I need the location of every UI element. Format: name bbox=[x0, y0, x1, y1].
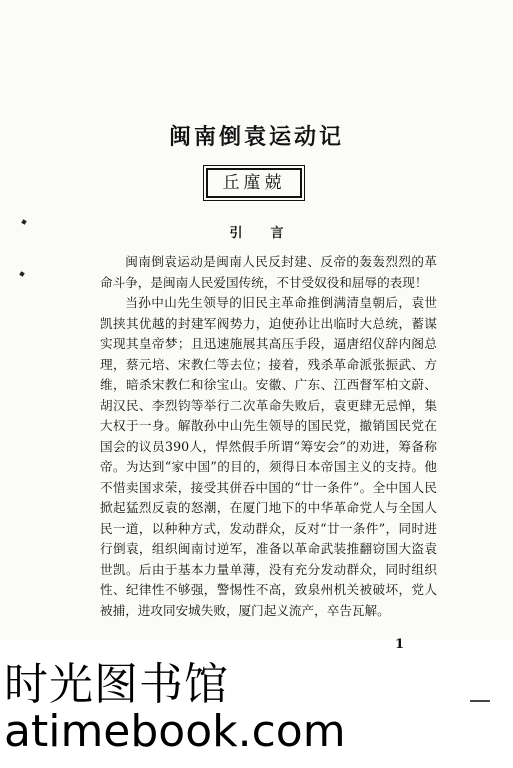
watermark-url: atimebook.com bbox=[4, 706, 346, 757]
section-heading: 引言 bbox=[229, 226, 312, 241]
body-text bbox=[100, 252, 437, 621]
scan-speck bbox=[19, 271, 24, 276]
chapter-title: 闽南倒袁运动记 bbox=[168, 124, 344, 150]
author-name: 丘廑兢 bbox=[206, 168, 302, 198]
paragraph: 闽南倒袁运动是闽南人民反封建、反帝的轰轰烈烈的革命斗争，是闽南人民爱国传统，不甘受奴役和屈辱的表现！ bbox=[100, 254, 437, 290]
paragraph: 当孙中山先生领导的旧民主革命推倒满清皇朝后，袁世凯挟其优越的封建军阀势力，迫使孙让出临时大总统，蓄谋实现其皇帝梦；且迅速施展其高压手段，逼唐绍仪辞内阁总理，蔡元培、宋教仁等去位；接着，残杀革命派张振武、方维，暗杀宋教仁和徐宝山。安徽、广东、江西督军柏文蔚、胡汉民、李烈钧等举行二次革命失败后，袁更肆无忌惮，集大权于一身。解散孙中山先生领导的国民党，撤销国民党在国会的议员390人，悍然假手所谓“筹安会”的劝进，筹备称帝。为达到“家中国”的目的，须得日本帝国主义的支持。他不惜卖国求荣，接受其併吞中国的“廿一条件”。全中国人民掀起猛烈反袁的怒潮，在厦门地下的中华革命党人与全国人民一道，以种种方式，发动群众，反对“廿一条件”，同时进行倒袁，组织闽南讨逆军，准备以革命武装推翻窃国大盗袁世凯。后由于基本力量单薄，没有充分发动群众，同时组织性、纪律性不够强，警惕性不高，致泉州机关被破坏，党人被捕，进攻同安城失败，厦门起义流产，卒告瓦解。 bbox=[100, 295, 437, 618]
page-number: 1 bbox=[395, 637, 405, 652]
watermark-text: 时光图书馆 bbox=[4, 659, 229, 710]
scan-edge-line bbox=[470, 700, 490, 702]
